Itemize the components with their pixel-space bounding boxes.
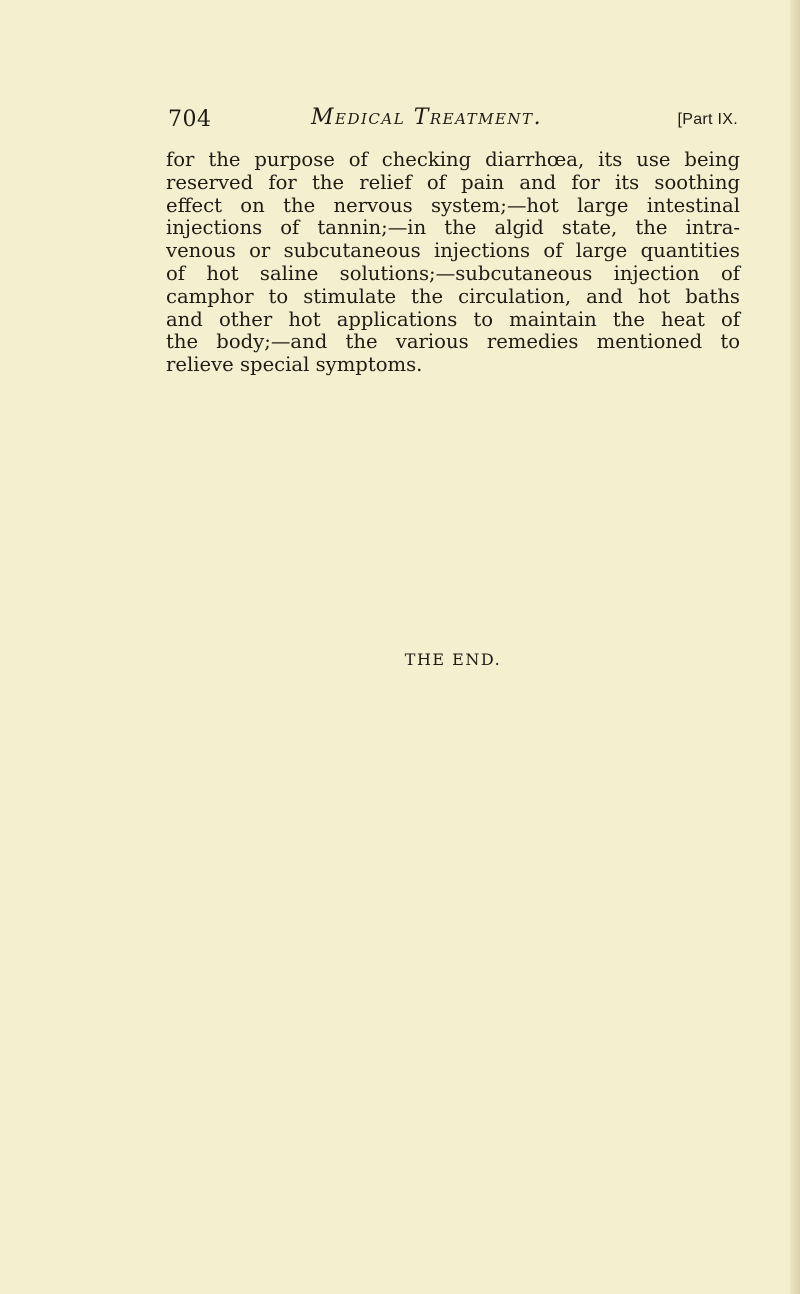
text-line: and other hot applications to maintain the heat of xyxy=(166,307,740,331)
text-line: of hot saline solutions;—subcutaneous injection of xyxy=(166,261,740,285)
text-line: effect on the nervous system;—hot large intestinal xyxy=(166,193,740,217)
text-line: for the purpose of checking diarrhœa, its use being xyxy=(166,148,740,171)
page-number: 704 xyxy=(168,107,212,132)
body-paragraph xyxy=(166,149,740,377)
the-end-heading: THE END. xyxy=(404,650,502,669)
part-label: [Part IX. xyxy=(677,111,738,128)
text-line: the body;—and the various remedies mentioned to xyxy=(166,330,740,354)
text-line: venous or subcutaneous injections of large quantities xyxy=(166,239,740,263)
text-line: camphor to stimulate the circulation, and hot baths xyxy=(166,284,740,308)
page-header xyxy=(168,107,738,137)
text-line: injections of tannin;—in the algid state, the intra- xyxy=(166,216,740,240)
text-line: reserved for the relief of pain and for its soothing xyxy=(166,170,740,194)
text-line: relieve special symptoms. xyxy=(166,353,423,377)
page-edge xyxy=(790,0,800,1294)
running-title: Medical Treatment. xyxy=(311,105,543,130)
